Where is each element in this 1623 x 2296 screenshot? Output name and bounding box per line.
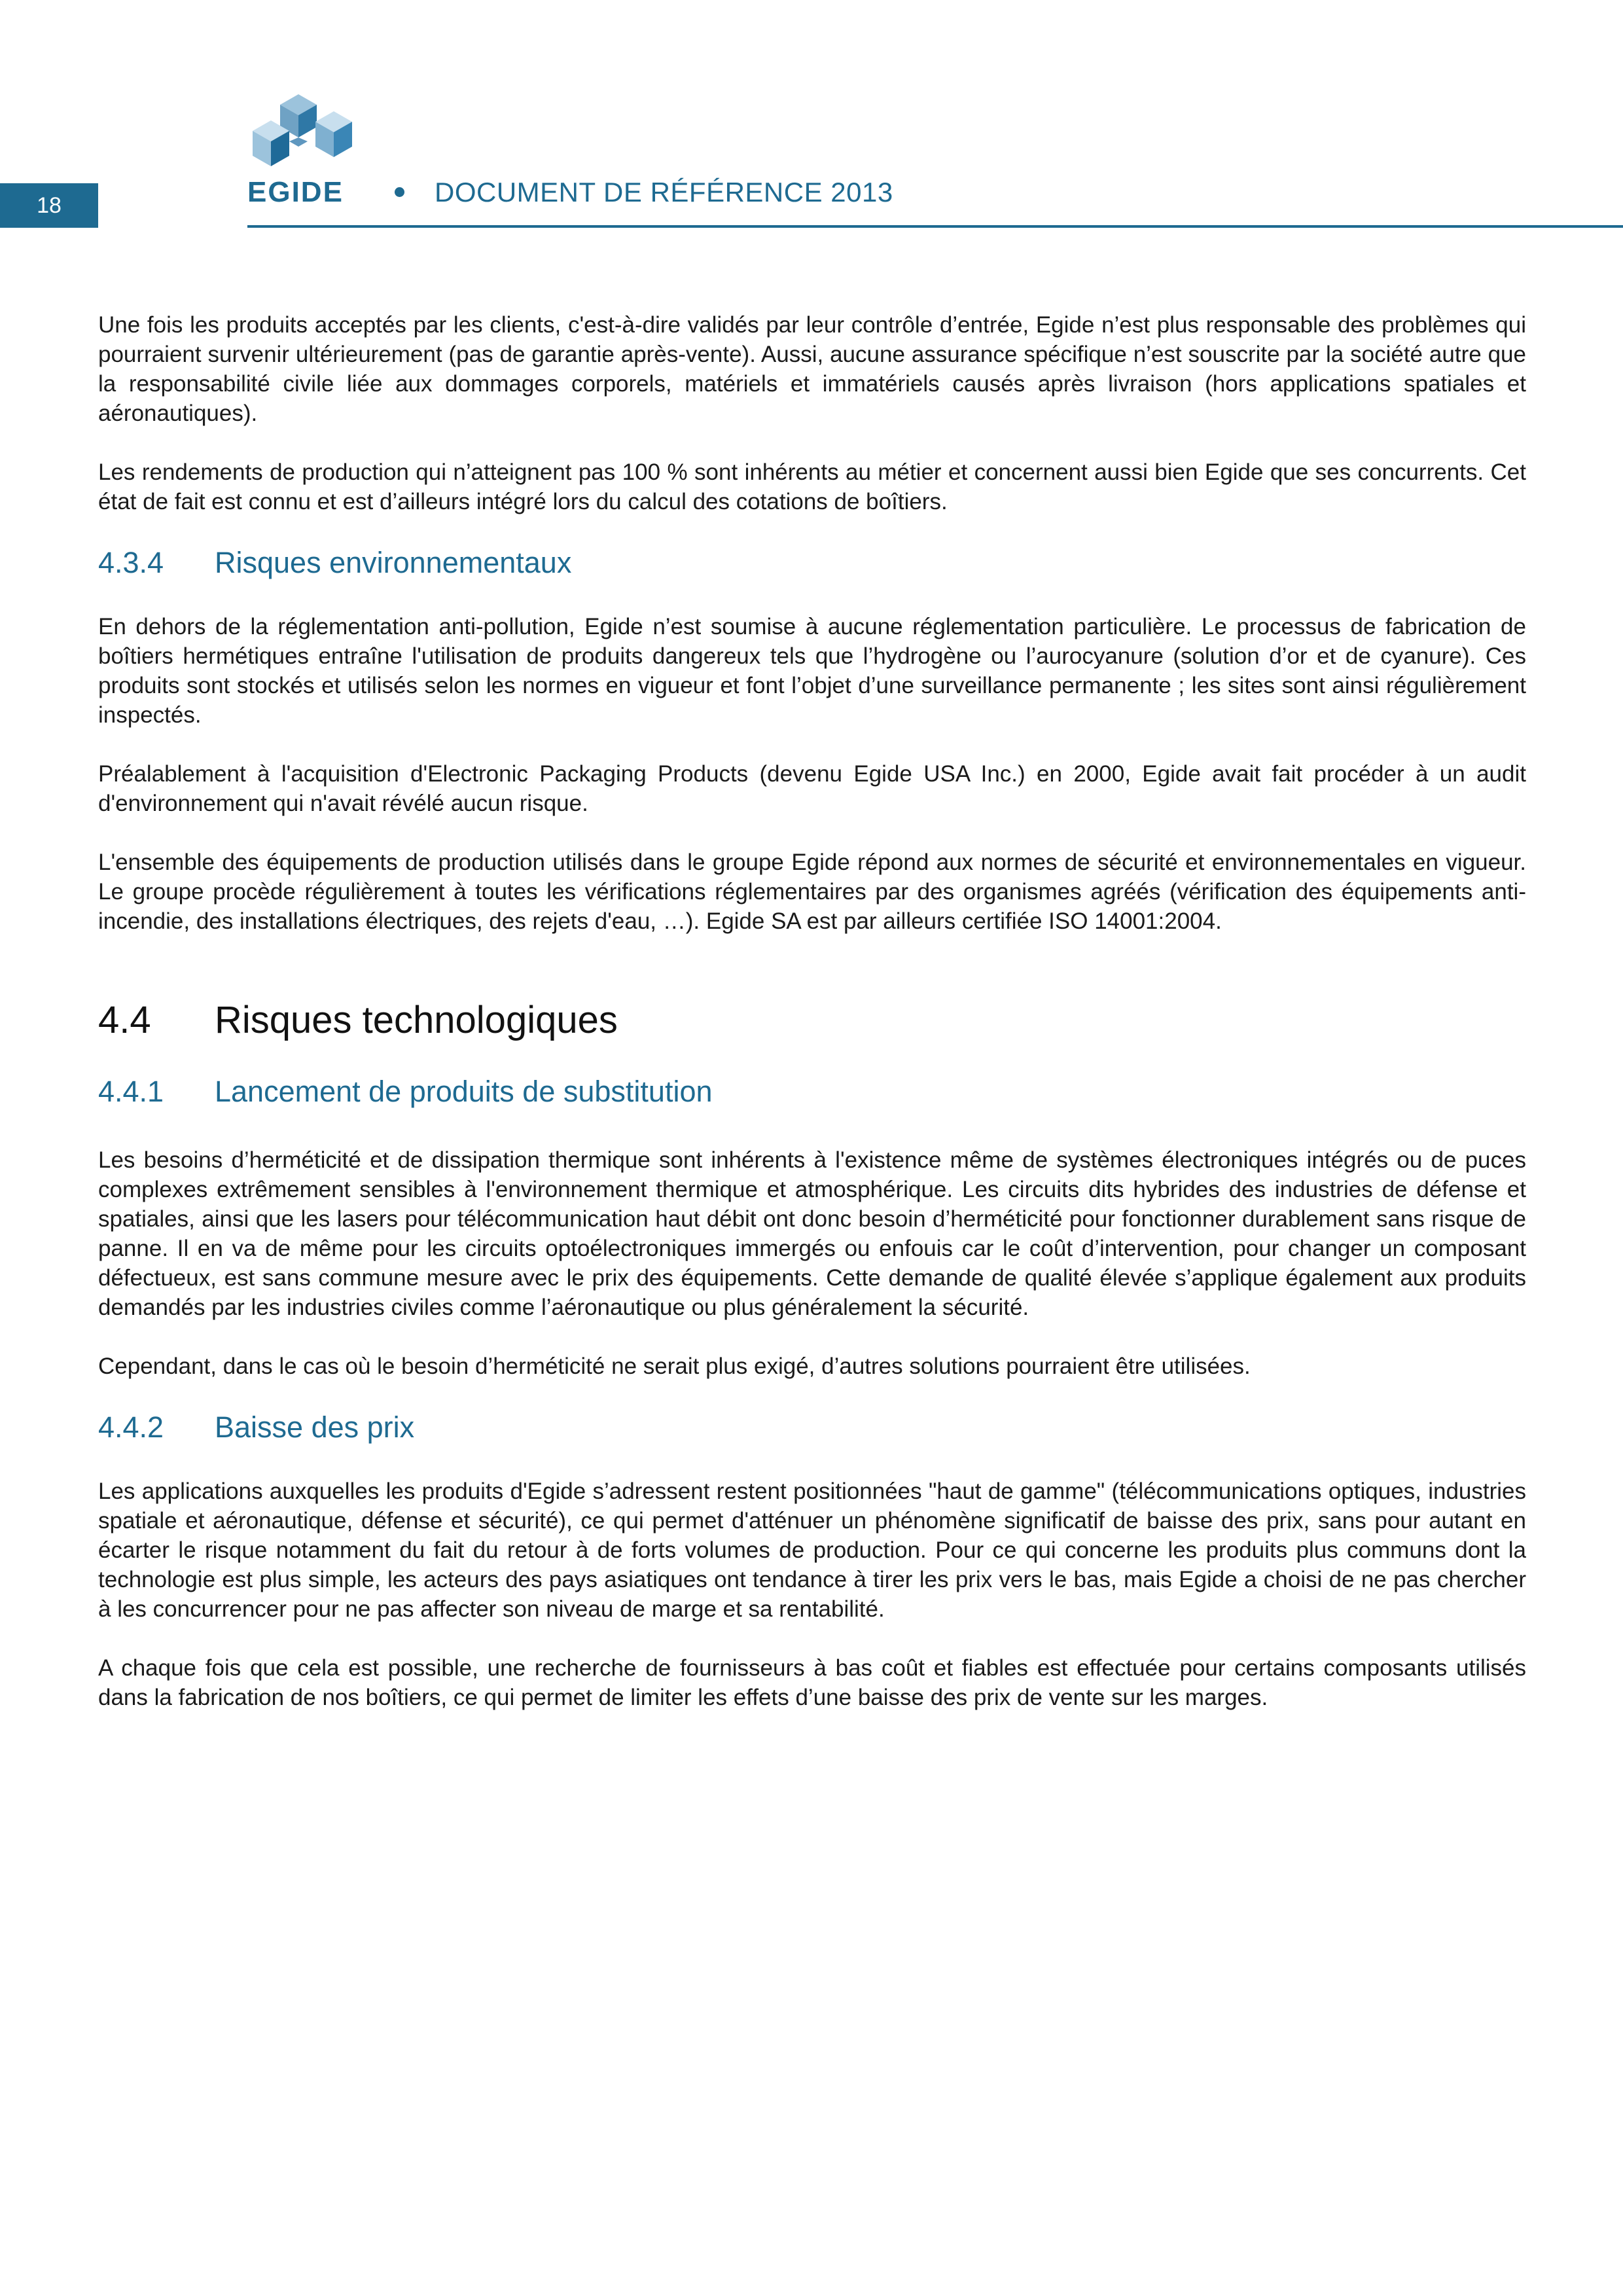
logo-text: EGIDE <box>247 176 344 208</box>
paragraph: Cependant, dans le cas où le besoin d’herméticité ne serait plus exigé, d’autres solutions pourraient être utilisées. <box>98 1354 1251 1379</box>
heading-title: Baisse des prix <box>215 1410 415 1444</box>
egide-logo <box>247 85 366 209</box>
paragraph: Les applications auxquelles les produits d'Egide s’adressent restent positionnées "haut de gamme" (télécommunications optiques, industries spatiale et aéronautique, défense et sécurité), ce qui permet d'atténuer un phénomène significatif de baisse des prix, sans pour autant en écarter le risque notamment du fait du retour à de forts volumes de production. Pour ce qui concerne les produits plus communs dont la technologie est plus simple, les acteurs des pays asiatiques ont tendance à tirer les prix vers le bas, mais Egide a choisi de ne pas chercher à les concurrencer pour ne pas affecter son niveau de marge et sa rentabilité. <box>98 1479 1526 1622</box>
subsection-heading-4-4-1 <box>98 1075 1526 1109</box>
header-rule <box>247 225 1623 228</box>
paragraph: Préalablement à l'acquisition d'Electronic Packaging Products (devenu Egide USA Inc.) en 2000, Egide avait fait procéder à un audit d'environnement qui n'avait révélé aucun risque. <box>98 761 1526 816</box>
paragraph: En dehors de la réglementation anti-pollution, Egide n’est soumise à aucune réglementation particulière. Le processus de fabrication de boîtiers hermétiques entraîne l'utilisation de produits dangereux tels que l’hydrogène ou l’aurocyanure (solution d’or et de cyanure). Ces produits sont stockés et utilisés selon les normes en vigueur et font l’objet d’une surveillance permanente ; les sites sont ainsi régulièrement inspectés. <box>98 614 1526 728</box>
heading-number: 4.4.1 <box>98 1075 164 1108</box>
paragraph: A chaque fois que cela est possible, une recherche de fournisseurs à bas coût et fiables est effectuée pour certains composants utilisés dans la fabrication de nos boîtiers, ce qui permet de limiter les effets d’une baisse des prix de vente sur les marges. <box>98 1655 1526 1710</box>
paragraph: Une fois les produits acceptés par les clients, c'est-à-dire validés par leur contrôle d’entrée, Egide n’est plus responsable des problèmes qui pourraient survenir ultérieurement (pas de garantie après-vente). Aussi, aucune assurance spécifique n’est souscrite par la société autre que la responsabilité civile liée aux dommages corporels, matériels et immatériels causés après livraison (hors applications spatiales et aéronautiques). <box>98 312 1526 426</box>
heading-number: 4.4 <box>98 999 151 1041</box>
paragraph: Les rendements de production qui n’atteignent pas 100 % sont inhérents au métier et concernent aussi bien Egide que ses concurrents. Cet état de fait est connu et est d’ailleurs intégré lors du calcul des cotations de boîtiers. <box>98 459 1526 514</box>
page-number: 18 <box>0 183 98 228</box>
heading-number: 4.4.2 <box>98 1410 164 1444</box>
heading-title: Risques environnementaux <box>215 546 572 579</box>
heading-number: 4.3.4 <box>98 546 164 579</box>
paragraph: Les besoins d’herméticité et de dissipation thermique sont inhérents à l'existence même de systèmes électroniques intégrés ou de puces complexes extrêmement sensibles à l'environnement thermique et atmosphérique. Les circuits dits hybrides des industries de défense et spatiales, ainsi que les lasers pour télécommunication haut débit ont donc besoin d’herméticité pour fonctionner durablement sans risque de panne. Il en va de même pour les circuits optoélectroniques immergés ou enfouis car le coût d’intervention, pour changer un composant défectueux, est sans commune mesure avec le prix des équipements. Cette demande de qualité élevée s’applique également aux produits demandés par les industries civiles comme l’aéronautique ou plus généralement la sécurité. <box>98 1147 1526 1320</box>
paragraph: L'ensemble des équipements de production utilisés dans le groupe Egide répond aux normes de sécurité et environnementales en vigueur. Le groupe procède régulièrement à toutes les vérifications réglementaires par des organismes agréés (vérification des équipements anti-incendie, des installations électriques, des rejets d'eau, …). Egide SA est par ailleurs certifiée ISO 14001:2004. <box>98 850 1526 934</box>
header-bullet <box>395 187 404 197</box>
page-content <box>98 310 1526 1742</box>
heading-title: Risques technologiques <box>215 999 618 1041</box>
section-heading-4-4 <box>98 998 1526 1042</box>
subsection-heading-4-3-4 <box>98 546 1526 580</box>
document-title: DOCUMENT DE RÉFÉRENCE 2013 <box>435 177 893 207</box>
heading-title: Lancement de produits de substitution <box>215 1075 713 1108</box>
subsection-heading-4-4-2 <box>98 1410 1526 1444</box>
